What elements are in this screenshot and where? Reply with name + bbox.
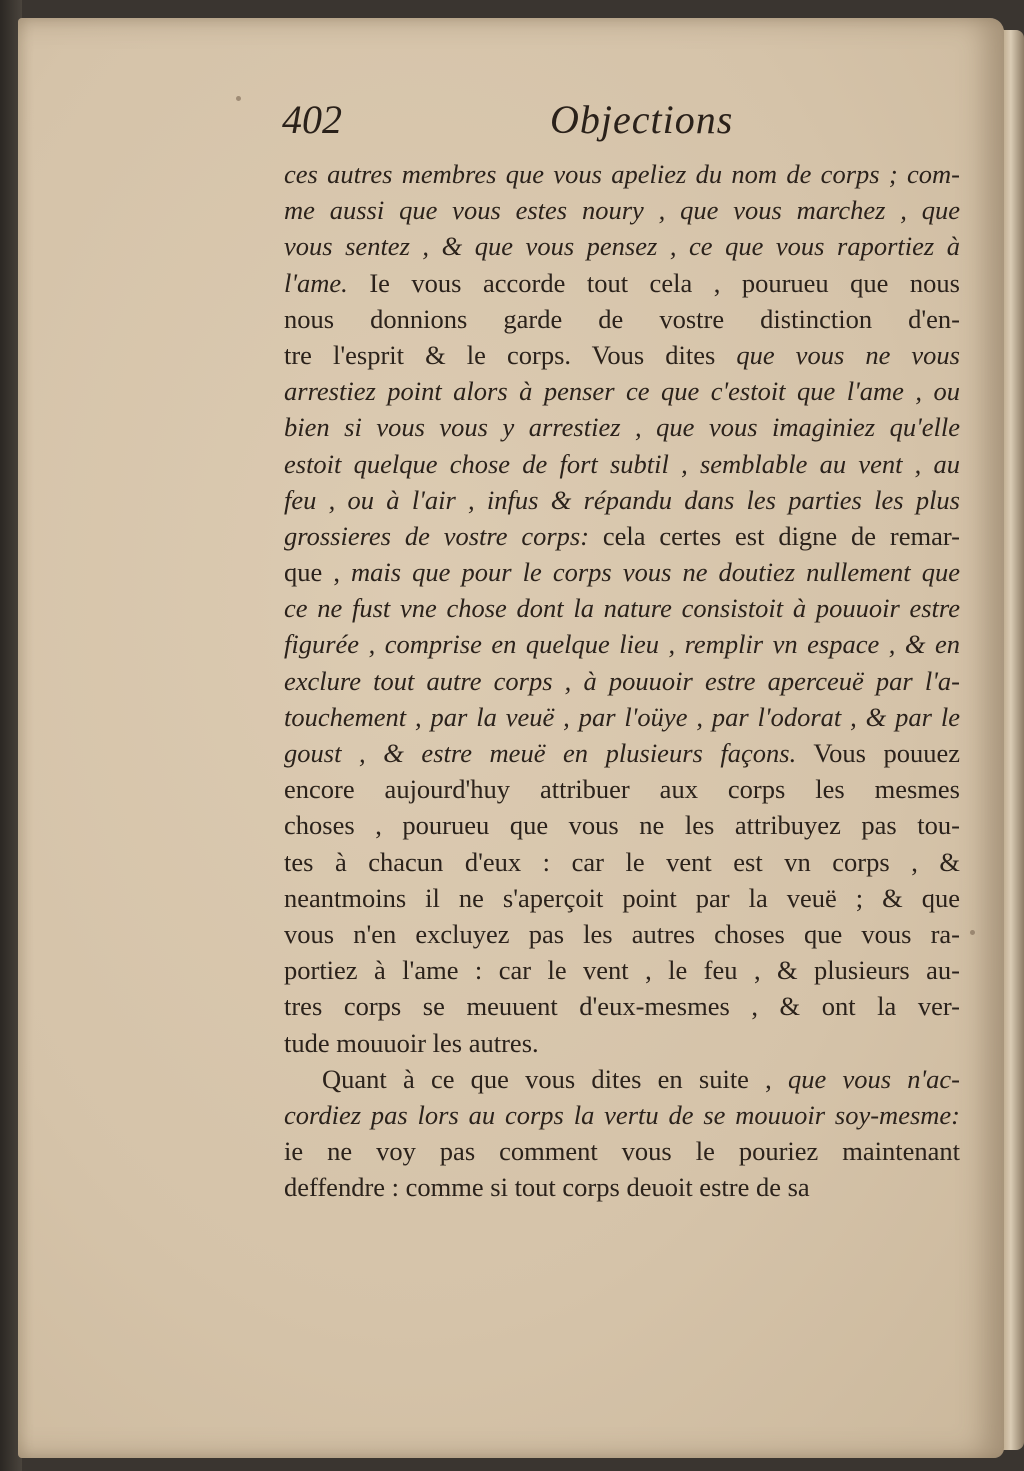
italic-quote-span: vous sentez , & que vous pensez , ce que vous raportiez à (284, 231, 960, 262)
text-line (284, 807, 960, 843)
text-line (284, 228, 960, 264)
text-line (284, 916, 960, 952)
roman-text-span: encore aujourd'huy attribuer aux corps les mesmes (284, 774, 960, 805)
roman-text-span: Vous pouuez (796, 738, 960, 768)
italic-quote-span: mais que pour le corps vous ne doutiez nullement que (351, 557, 961, 588)
italic-quote-span: arrestiez point alors à penser ce que c'estoit que l'ame , ou (284, 376, 960, 407)
roman-text-span: nous donnions garde de vostre distinction d'en- (284, 303, 960, 334)
italic-quote-span: goust , & estre meuë en plusieurs façons. (284, 738, 797, 768)
text-line (284, 699, 960, 735)
running-head (282, 96, 962, 146)
italic-quote-span: cordiez pas lors au corps la vertu de se mouuoir soy-mesme: (284, 1099, 960, 1130)
italic-quote-span: grossieres de vostre corps: (284, 520, 590, 551)
roman-text-span: tude mouuoir les autres. (284, 1027, 539, 1058)
roman-text-span: tes à chacun d'eux : car le vent est vn corps , & (284, 846, 960, 877)
text-line (284, 1025, 960, 1061)
italic-quote-span: ces autres membres que vous apeliez du nom de corps ; com- (284, 159, 960, 189)
roman-text-span: portiez à l'ame : car le vent , le feu , & plusieurs au- (284, 955, 960, 986)
roman-text-span: Ie vous accorde tout cela , pourueu que nous (347, 267, 960, 298)
italic-quote-span: estoit quelque chose de fort subtil , semblable au vent , au (284, 448, 960, 479)
text-line (284, 771, 960, 807)
text-line (284, 880, 960, 916)
text-line (284, 337, 960, 373)
italic-quote-span: ce ne fust vne chose dont la nature consistoit à pouuoir estre (284, 593, 960, 624)
text-line (284, 1061, 960, 1097)
text-line (284, 590, 960, 626)
roman-text-span: choses , pourueu que vous ne les attribuyez pas tou- (284, 810, 960, 841)
text-line (284, 1169, 960, 1205)
text-line (284, 554, 960, 590)
text-line (284, 446, 960, 482)
text-line (284, 192, 960, 228)
text-line (284, 482, 960, 518)
ink-speck (236, 96, 241, 101)
text-line (284, 518, 960, 554)
text-line (284, 952, 960, 988)
italic-quote-span: figurée , comprise en quelque lieu , remplir vn espace , & en (284, 629, 960, 660)
text-line (284, 1097, 960, 1133)
italic-quote-span: exclure tout autre corps , à pouuoir estre aperceuë par l'a- (284, 665, 960, 696)
roman-text-span: deffendre : comme si tout corps deuoit estre de sa (284, 1172, 810, 1203)
italic-quote-span: l'ame. (284, 267, 348, 298)
text-line (284, 844, 960, 880)
roman-text-span: que , (284, 557, 352, 588)
italic-quote-span: que vous n'ac- (788, 1063, 961, 1094)
text-line (284, 735, 960, 771)
text-line (284, 301, 960, 337)
italic-quote-span: me aussi que vous estes noury , que vous marchez , que (284, 195, 960, 226)
text-line (284, 156, 960, 192)
roman-text-span: cela certes est digne de remar- (589, 520, 960, 551)
roman-text-span: Quant à ce que vous dites en suite , (322, 1063, 788, 1094)
italic-quote-span: touchement , par la veuë , par l'oüye , par l'odorat , & par le (284, 701, 960, 732)
page-number: 402 (282, 97, 342, 142)
text-line (284, 265, 960, 301)
running-title: Objections (550, 97, 734, 142)
text-line (284, 988, 960, 1024)
italic-quote-span: que vous ne vous (736, 339, 960, 370)
ink-speck (970, 930, 975, 935)
text-line (284, 663, 960, 699)
text-line (284, 409, 960, 445)
text-line (284, 1133, 960, 1169)
roman-text-span: ie ne voy pas comment vous le pouriez maintenant (284, 1136, 960, 1167)
roman-text-span: neantmoins il ne s'aperçoit point par la veuë ; & que (284, 882, 960, 913)
italic-quote-span: feu , ou à l'air , infus & répandu dans les parties les plus (284, 484, 960, 515)
roman-text-span: tre l'esprit & le corps. Vous dites (284, 339, 737, 370)
roman-text-span: vous n'en excluyez pas les autres choses que vous ra- (284, 918, 960, 949)
text-line (284, 626, 960, 662)
body-text (284, 156, 960, 1205)
text-line (284, 373, 960, 409)
italic-quote-span: bien si vous vous y arrestiez , que vous imaginiez qu'elle (284, 412, 960, 443)
roman-text-span: tres corps se meuuent d'eux-mesmes , & ont la ver- (284, 991, 960, 1022)
